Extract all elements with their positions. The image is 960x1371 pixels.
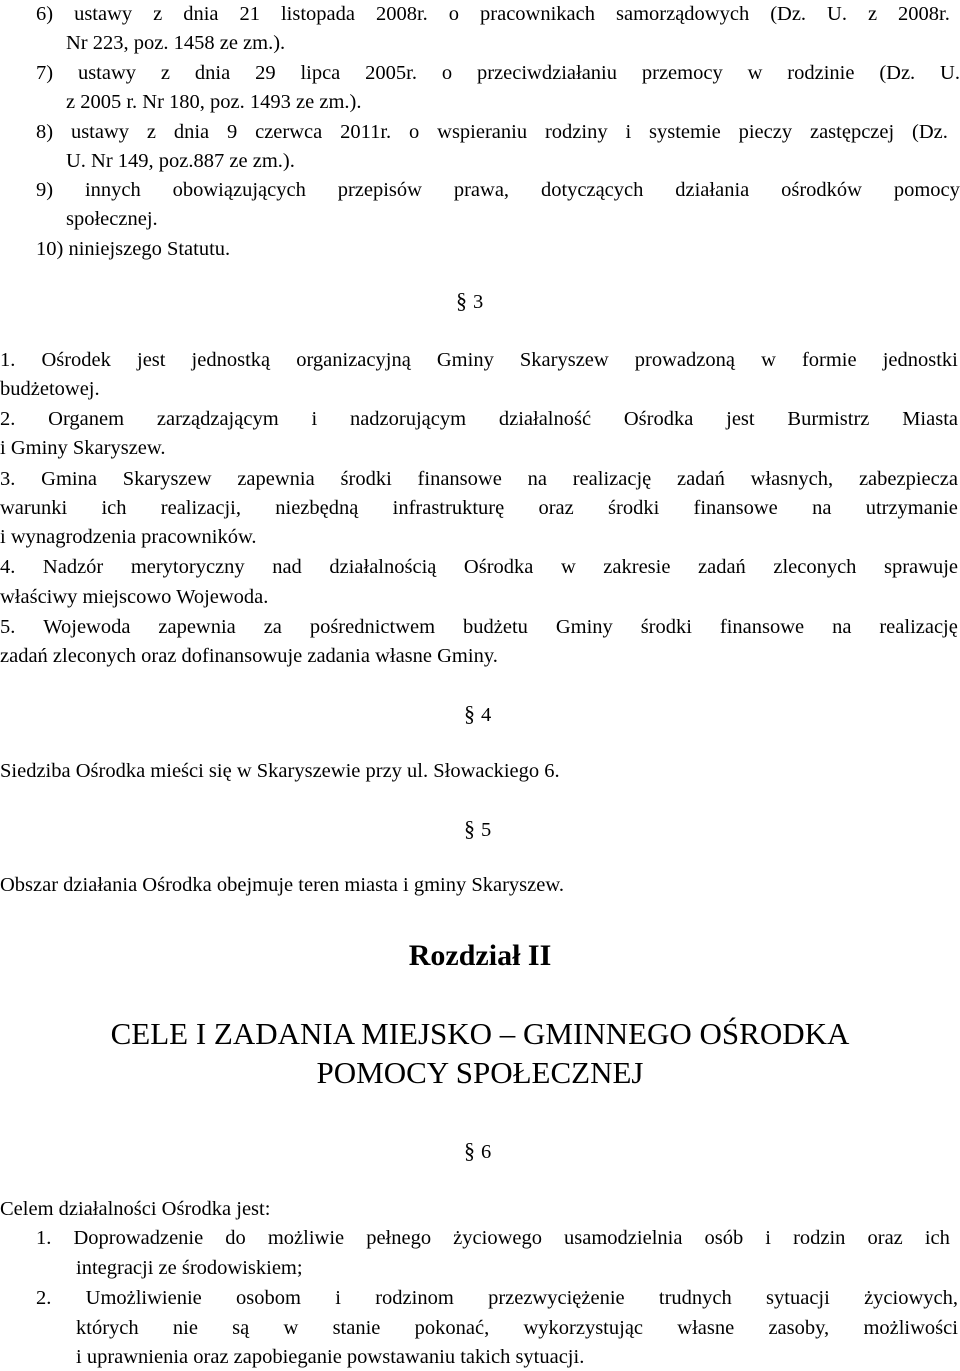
list-item-9-line-2: społecznej.	[66, 208, 158, 230]
word: sytuacji	[766, 1287, 830, 1309]
word: Ośrodek	[41, 349, 111, 371]
word: i	[335, 1287, 341, 1309]
word: i	[311, 408, 318, 430]
word: systemie	[649, 121, 721, 143]
word: zleconych	[773, 556, 857, 578]
word: 2.	[0, 408, 16, 430]
word: lipca	[300, 62, 341, 84]
word: wspieraniu	[437, 121, 528, 143]
list-item-7-line-2: z 2005 r. Nr 180, poz. 1493 ze zm.).	[66, 91, 362, 113]
s6-item-2-line-1	[36, 1288, 958, 1309]
word: ustawy	[74, 3, 133, 25]
word: z	[160, 62, 171, 84]
word: środki	[608, 497, 660, 519]
word: 7)	[36, 62, 54, 84]
word: jednostki	[882, 349, 958, 371]
word: o	[448, 3, 460, 25]
word: infrastrukturę	[392, 497, 505, 519]
word: czerwca	[255, 121, 323, 143]
word: których	[76, 1317, 139, 1339]
section-symbol: §	[464, 1138, 475, 1163]
section-symbol: §	[464, 701, 475, 726]
word: w	[747, 62, 763, 84]
word: stanie	[332, 1317, 381, 1339]
word: ich	[101, 497, 127, 519]
word: środki	[640, 616, 692, 638]
s4-text: Siedziba Ośrodka mieści się w Skaryszewie przy ul. Słowackiego 6.	[0, 760, 560, 782]
word: obowiązujących	[172, 179, 306, 201]
chapter-title-line-2: POMOCY SPOŁECZNEJ	[316, 1055, 644, 1090]
s3-item-3-line-3: i wynagrodzenia pracowników.	[0, 526, 257, 548]
word: w	[560, 556, 576, 578]
word: możliwości	[863, 1317, 958, 1339]
word: pełnego	[366, 1227, 432, 1249]
s6-intro: Celem działalności Ośrodka jest:	[0, 1198, 271, 1220]
word: działania	[675, 179, 750, 201]
word: rodzinom	[375, 1287, 454, 1309]
word: dotyczących	[540, 179, 644, 201]
s3-item-2-line-1	[0, 409, 958, 430]
word: ich	[924, 1227, 950, 1249]
word: przeciwdziałaniu	[476, 62, 617, 84]
word: innych	[84, 179, 141, 201]
word: przepisów	[337, 179, 422, 201]
list-item-8-line-1	[36, 122, 948, 143]
word: i	[765, 1227, 771, 1249]
word: trudnych	[658, 1287, 732, 1309]
word: w	[761, 349, 776, 371]
word: pomocy	[893, 179, 960, 201]
word: zastępczej	[809, 121, 895, 143]
word: niezbędną	[275, 497, 359, 519]
s3-item-4-line-1	[0, 557, 958, 578]
word: życiowych,	[864, 1287, 958, 1309]
word: dnia	[173, 121, 210, 143]
word: finansowe	[417, 468, 502, 490]
word: dnia	[183, 3, 219, 25]
word: Umożliwienie	[85, 1287, 202, 1309]
word: z	[867, 3, 878, 25]
word: sprawuje	[883, 556, 958, 578]
word: organizacyjną	[296, 349, 411, 371]
s6-item-2-line-3: i uprawnienia oraz zapobieganie powstawaniu takich sytuacji.	[76, 1346, 585, 1368]
word: na	[812, 497, 832, 519]
word: w	[283, 1317, 299, 1339]
word: oraz	[538, 497, 574, 519]
list-item-7-line-1	[36, 63, 960, 84]
word: 2008r.	[898, 3, 950, 25]
word: 9)	[36, 179, 54, 201]
section-3-heading	[456, 290, 483, 313]
word: 5.	[0, 616, 16, 638]
word: utrzymanie	[865, 497, 958, 519]
s3-item-3-line-1	[0, 469, 958, 490]
word: ośrodków	[781, 179, 862, 201]
word: przemocy	[641, 62, 723, 84]
chapter-title-line-1: CELE I ZADANIA MIEJSKO – GMINNEGO OŚRODKA	[110, 1016, 850, 1051]
word: 2008r.	[375, 3, 428, 25]
word: dnia	[194, 62, 231, 84]
list-item-6-line-1	[36, 4, 950, 25]
word: zasoby,	[768, 1317, 830, 1339]
word: Wojewoda	[43, 616, 131, 638]
word: środki	[340, 468, 392, 490]
word: 9	[227, 121, 238, 143]
word: realizację	[572, 468, 652, 490]
word: własnych,	[750, 468, 834, 490]
word: 21	[239, 3, 260, 25]
word: rodzinie	[787, 62, 855, 84]
word: ustawy	[70, 121, 130, 143]
s6-item-1-line-1	[36, 1228, 950, 1249]
word: Organem	[48, 408, 125, 430]
word: Gminy	[555, 616, 613, 638]
word: 1.	[36, 1227, 52, 1249]
s3-item-5-line-1	[0, 617, 958, 638]
word: możliwie	[267, 1227, 345, 1249]
word: Ośrodka	[463, 556, 534, 578]
word: osób	[704, 1227, 744, 1249]
word: nad	[272, 556, 302, 578]
word: zabezpiecza	[858, 468, 958, 490]
word: z	[153, 3, 163, 25]
word: zapewnia	[237, 468, 315, 490]
chapter-label: Rozdział II	[408, 939, 552, 972]
word: Ośrodka	[623, 408, 694, 430]
section-number: 6	[481, 1141, 492, 1163]
word: pieczy	[738, 121, 793, 143]
word: są	[232, 1317, 250, 1339]
section-symbol: §	[464, 816, 475, 841]
word: zapewnia	[158, 616, 236, 638]
word: 2005r.	[365, 62, 417, 84]
word: (Dz.	[879, 62, 916, 84]
word: (Dz.	[912, 121, 948, 143]
word: osobom	[236, 1287, 301, 1309]
list-item-6-line-2: Nr 223, poz. 1458 ze zm.).	[66, 32, 286, 54]
word: 2011r.	[340, 121, 392, 143]
word: 8)	[36, 121, 54, 143]
word: warunki	[0, 497, 68, 519]
section-number: 4	[481, 704, 492, 726]
word: oraz	[867, 1227, 903, 1249]
word: Nadzór	[42, 556, 104, 578]
word: Gminy	[436, 349, 494, 371]
word: zadań	[698, 556, 746, 578]
word: życiowego	[453, 1227, 542, 1249]
word: zadań	[677, 468, 725, 490]
word: finansowe	[719, 616, 805, 638]
section-5-heading	[464, 818, 491, 841]
word: jest	[137, 349, 166, 371]
word: Skaryszew	[519, 349, 609, 371]
word: realizację	[879, 616, 958, 638]
s3-item-2-line-2: i Gminy Skaryszew.	[0, 437, 166, 459]
word: Skaryszew	[122, 468, 212, 490]
s3-item-4-line-2: właściwy miejscowo Wojewoda.	[0, 586, 269, 608]
word: o	[409, 121, 420, 143]
word: na	[527, 468, 547, 490]
word: 6)	[36, 3, 54, 25]
word: prowadzoną	[634, 349, 735, 371]
word: na	[832, 616, 852, 638]
word: 2.	[36, 1287, 52, 1309]
word: merytoryczny	[130, 556, 245, 578]
word: budżetu	[463, 616, 528, 638]
section-6-heading	[464, 1140, 491, 1163]
word: nie	[172, 1317, 198, 1339]
word: o	[441, 62, 453, 84]
word: formie	[801, 349, 857, 371]
word: pośrednictwem	[309, 616, 436, 638]
word: 4.	[0, 556, 16, 578]
word: finansowe	[693, 497, 778, 519]
word: pokonać,	[414, 1317, 490, 1339]
word: własne	[677, 1317, 735, 1339]
section-symbol: §	[456, 288, 467, 313]
word: Doprowadzenie	[73, 1227, 204, 1249]
word: zarządzającym	[156, 408, 279, 430]
word: Miasta	[902, 408, 958, 430]
word: 3.	[0, 468, 16, 490]
word: (Dz.	[770, 3, 807, 25]
word: U.	[940, 62, 960, 84]
word: usamodzielnia	[564, 1227, 683, 1249]
word: wykorzystując	[523, 1317, 644, 1339]
section-number: 3	[473, 291, 484, 313]
s3-item-3-line-2	[0, 498, 958, 519]
word: samorządowych	[616, 3, 750, 25]
word: 29	[255, 62, 276, 84]
word: jest	[726, 408, 755, 430]
s3-item-5-line-2: zadań zleconych oraz dofinansowuje zadania własne Gminy.	[0, 645, 498, 667]
word: listopada	[280, 3, 355, 25]
word: realizacji,	[160, 497, 241, 519]
word: 1.	[0, 349, 16, 371]
word: z	[146, 121, 156, 143]
word: rodziny	[544, 121, 608, 143]
word: działalnością	[329, 556, 437, 578]
section-4-heading	[464, 703, 491, 726]
word: nadzorującym	[349, 408, 467, 430]
list-item-8-line-2: U. Nr 149, poz.887 ze zm.).	[66, 150, 295, 172]
s6-item-1-line-2: integracji ze środowiskiem;	[76, 1257, 303, 1279]
s3-item-1-line-2: budżetowej.	[0, 378, 100, 400]
s5-text: Obszar działania Ośrodka obejmuje teren miasta i gminy Skaryszew.	[0, 874, 564, 896]
word: Gmina	[41, 468, 97, 490]
word: U.	[827, 3, 847, 25]
s3-item-1-line-1	[0, 350, 958, 371]
word: przezwyciężenie	[488, 1287, 625, 1309]
word: Burmistrz	[787, 408, 870, 430]
word: do	[225, 1227, 246, 1249]
s6-item-2-line-2	[76, 1318, 958, 1339]
word: i	[625, 121, 632, 143]
word: zakresie	[603, 556, 671, 578]
word: za	[263, 616, 282, 638]
word: pracownikach	[480, 3, 596, 25]
list-item-9-line-1	[36, 180, 960, 201]
word: jednostką	[191, 349, 271, 371]
word: działalność	[498, 408, 592, 430]
word: ustawy	[77, 62, 137, 84]
word: prawa,	[453, 179, 510, 201]
list-item-10: 10) niniejszego Statutu.	[36, 238, 231, 260]
word: rodzin	[793, 1227, 846, 1249]
section-number: 5	[481, 819, 492, 841]
